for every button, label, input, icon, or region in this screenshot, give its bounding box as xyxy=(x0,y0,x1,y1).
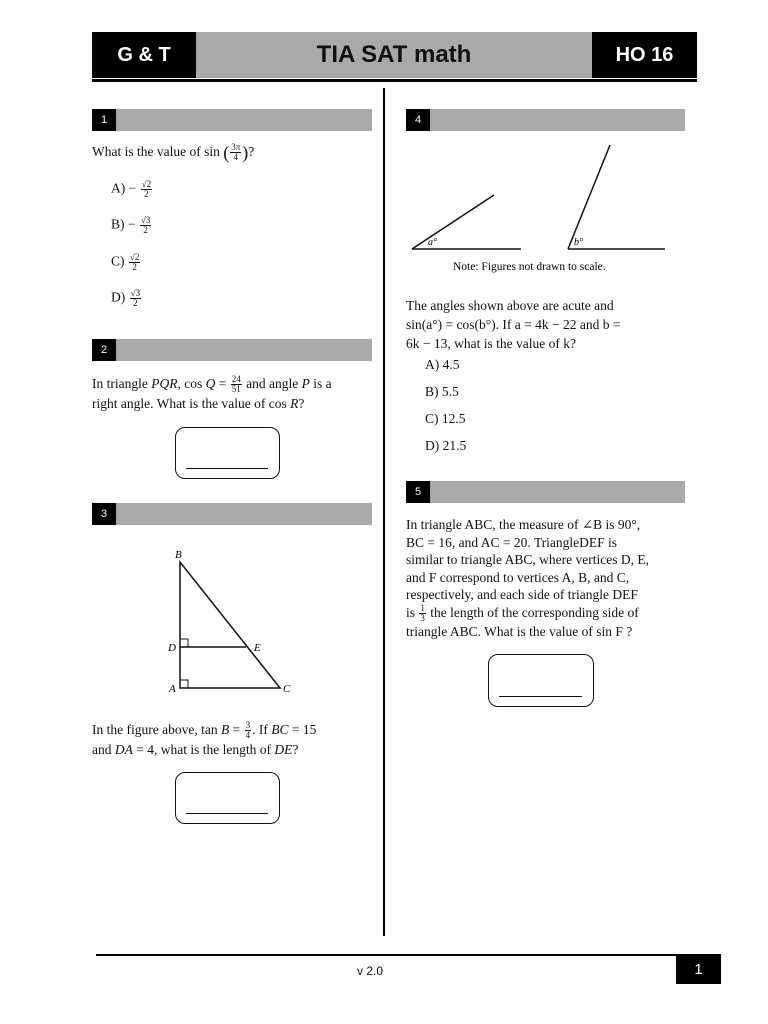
q2-var: PQR xyxy=(151,376,178,391)
q4-choice-b[interactable] xyxy=(425,384,459,400)
question-1-number: 1 xyxy=(92,109,116,131)
q1-choice-b[interactable] xyxy=(111,216,152,235)
label-e: E xyxy=(254,642,261,654)
q3-frac-num: 3 xyxy=(245,720,251,731)
q2-var: R xyxy=(290,396,299,412)
q3-var: DA xyxy=(114,742,133,758)
q1-choice-d[interactable] xyxy=(111,289,142,308)
q3-var: B xyxy=(220,722,230,737)
q4-choice-d[interactable] xyxy=(425,438,466,454)
choice-letter: C) xyxy=(425,411,439,426)
choice-sign: − xyxy=(128,180,137,196)
q1-choice-c[interactable] xyxy=(111,253,141,272)
q2-answer-line xyxy=(186,468,268,469)
q5-line: triangle ABC. What is the value of sin F ? xyxy=(406,623,633,639)
handout-number: HO 16 xyxy=(592,32,697,78)
choice-letter: C) xyxy=(111,253,125,269)
choice-numerator: √3 xyxy=(130,288,141,298)
triangle-abc xyxy=(180,562,280,688)
choice-value: 12.5 xyxy=(441,411,466,426)
figure-note: Note: Figures not drawn to scale. xyxy=(453,261,606,273)
choice-letter: D) xyxy=(111,289,126,305)
question-3-prompt xyxy=(92,720,360,759)
q3-triangle-figure xyxy=(160,545,300,700)
choice-denominator: 2 xyxy=(133,298,138,308)
angle-b-ray xyxy=(568,145,610,249)
question-1-bar xyxy=(92,109,372,131)
choice-letter: B) xyxy=(425,384,439,399)
q5-line: BC = 16, and AC = 20. TriangleDEF is xyxy=(406,534,618,550)
question-5-bar xyxy=(406,481,685,503)
q5-frac-den: 3 xyxy=(420,612,425,623)
q5-text: the length of the corresponding side of xyxy=(426,604,639,620)
q4-choice-c[interactable] xyxy=(425,411,466,427)
choice-denominator: 2 xyxy=(144,189,149,199)
q3-var: BC xyxy=(271,722,289,737)
header-left-label: G & T xyxy=(92,32,196,78)
q2-var: P xyxy=(301,376,310,391)
q3-text: In the figure above, tan xyxy=(92,722,221,737)
question-1-prompt: What is the value of sin ( $\frac{3\pi}{4}$ )? xyxy=(92,142,255,163)
q2-text: In triangle xyxy=(92,376,152,391)
label-a: A xyxy=(169,683,176,695)
q5-line: respectively, and each side of triangle DEF xyxy=(406,587,638,602)
q2-text: right angle. What is the value of cos xyxy=(92,396,291,412)
question-4-prompt xyxy=(406,296,675,353)
q2-text: , cos xyxy=(177,376,206,391)
choice-numerator: √2 xyxy=(129,252,140,262)
choice-letter: A) xyxy=(425,357,440,372)
q4-angles-figure xyxy=(406,138,676,278)
label-c: C xyxy=(283,683,291,695)
angle-a-ray xyxy=(412,195,494,249)
q1-arg-denominator: 4 xyxy=(233,152,238,163)
q5-answer-box[interactable] xyxy=(488,654,594,707)
choice-sign: − xyxy=(127,216,136,232)
question-4-number: 4 xyxy=(406,109,430,131)
choice-letter: A) xyxy=(111,180,126,196)
label-d: D xyxy=(168,642,176,654)
q2-answer-box[interactable] xyxy=(175,427,280,479)
q2-text: ? xyxy=(298,396,305,412)
q3-text: = 4, what is the length of xyxy=(132,742,275,758)
question-2-bar xyxy=(92,339,372,361)
question-3-number: 3 xyxy=(92,503,116,525)
choice-denominator: 2 xyxy=(132,262,137,272)
page-number: 1 xyxy=(676,954,721,984)
column-divider xyxy=(383,88,385,936)
label-b: B xyxy=(175,549,182,561)
q2-var: Q xyxy=(205,376,216,391)
choice-denominator: 2 xyxy=(143,225,148,235)
question-2-prompt xyxy=(92,374,362,413)
question-5-prompt xyxy=(406,516,675,640)
q4-choice-a[interactable] xyxy=(425,357,460,373)
q5-line: similar to triangle ABC, where vertices D, E, xyxy=(406,552,649,567)
q2-frac-num: 24 xyxy=(231,374,241,385)
q2-frac-den: 51 xyxy=(231,384,241,395)
q4-line: sin(a°) = cos(b°). If a = 4k − 22 and b = xyxy=(406,317,621,332)
choice-letter: D) xyxy=(425,438,440,453)
question-2-number: 2 xyxy=(92,339,116,361)
header-rule xyxy=(92,79,697,82)
choice-numerator: √3 xyxy=(140,215,151,225)
q5-line: and F correspond to vertices A, B, and C, xyxy=(406,569,630,585)
q1-prompt-text: What is the value of sin xyxy=(92,144,220,159)
q1-arg-numerator: 3π xyxy=(231,142,241,153)
version-label: v 2.0 xyxy=(356,964,383,978)
choice-value: 21.5 xyxy=(442,438,467,453)
choice-value: 4.5 xyxy=(442,357,460,372)
question-5-number: 5 xyxy=(406,481,430,503)
q5-frac-num: 1 xyxy=(420,602,425,613)
q3-text: . If xyxy=(252,722,272,737)
q3-text: and xyxy=(92,742,115,758)
question-4-bar xyxy=(406,109,685,131)
q3-text: = xyxy=(229,722,244,737)
q5-line: In triangle ABC, the measure of ∠B is 90°, xyxy=(406,517,641,532)
choice-numerator: √2 xyxy=(141,179,152,189)
q3-answer-line xyxy=(186,813,268,814)
label-angle-b: b° xyxy=(574,237,583,248)
q2-text: is a xyxy=(309,376,332,391)
page-title: TIA SAT math xyxy=(196,32,592,78)
q3-text: ? xyxy=(292,742,299,758)
q4-line: The angles shown above are acute and xyxy=(406,298,614,313)
q4-line: 6k − 13, what is the value of k? xyxy=(406,336,576,351)
q5-answer-line xyxy=(499,696,582,697)
q3-var: DE xyxy=(274,742,293,758)
q3-text: = 15 xyxy=(288,722,317,737)
right-angle-a xyxy=(180,680,188,688)
q3-answer-box[interactable] xyxy=(175,772,280,824)
q1-choice-a[interactable] xyxy=(111,180,153,199)
q2-text: = xyxy=(215,376,230,391)
choice-value: 5.5 xyxy=(441,384,459,399)
choice-letter: B) xyxy=(111,216,125,232)
q3-frac-den: 4 xyxy=(245,730,251,741)
label-angle-a: a° xyxy=(428,237,437,248)
right-angle-d xyxy=(180,639,188,647)
footer-rule xyxy=(96,954,676,956)
q5-text: is xyxy=(406,604,419,620)
q2-text: and angle xyxy=(242,376,302,391)
question-3-bar xyxy=(92,503,372,525)
